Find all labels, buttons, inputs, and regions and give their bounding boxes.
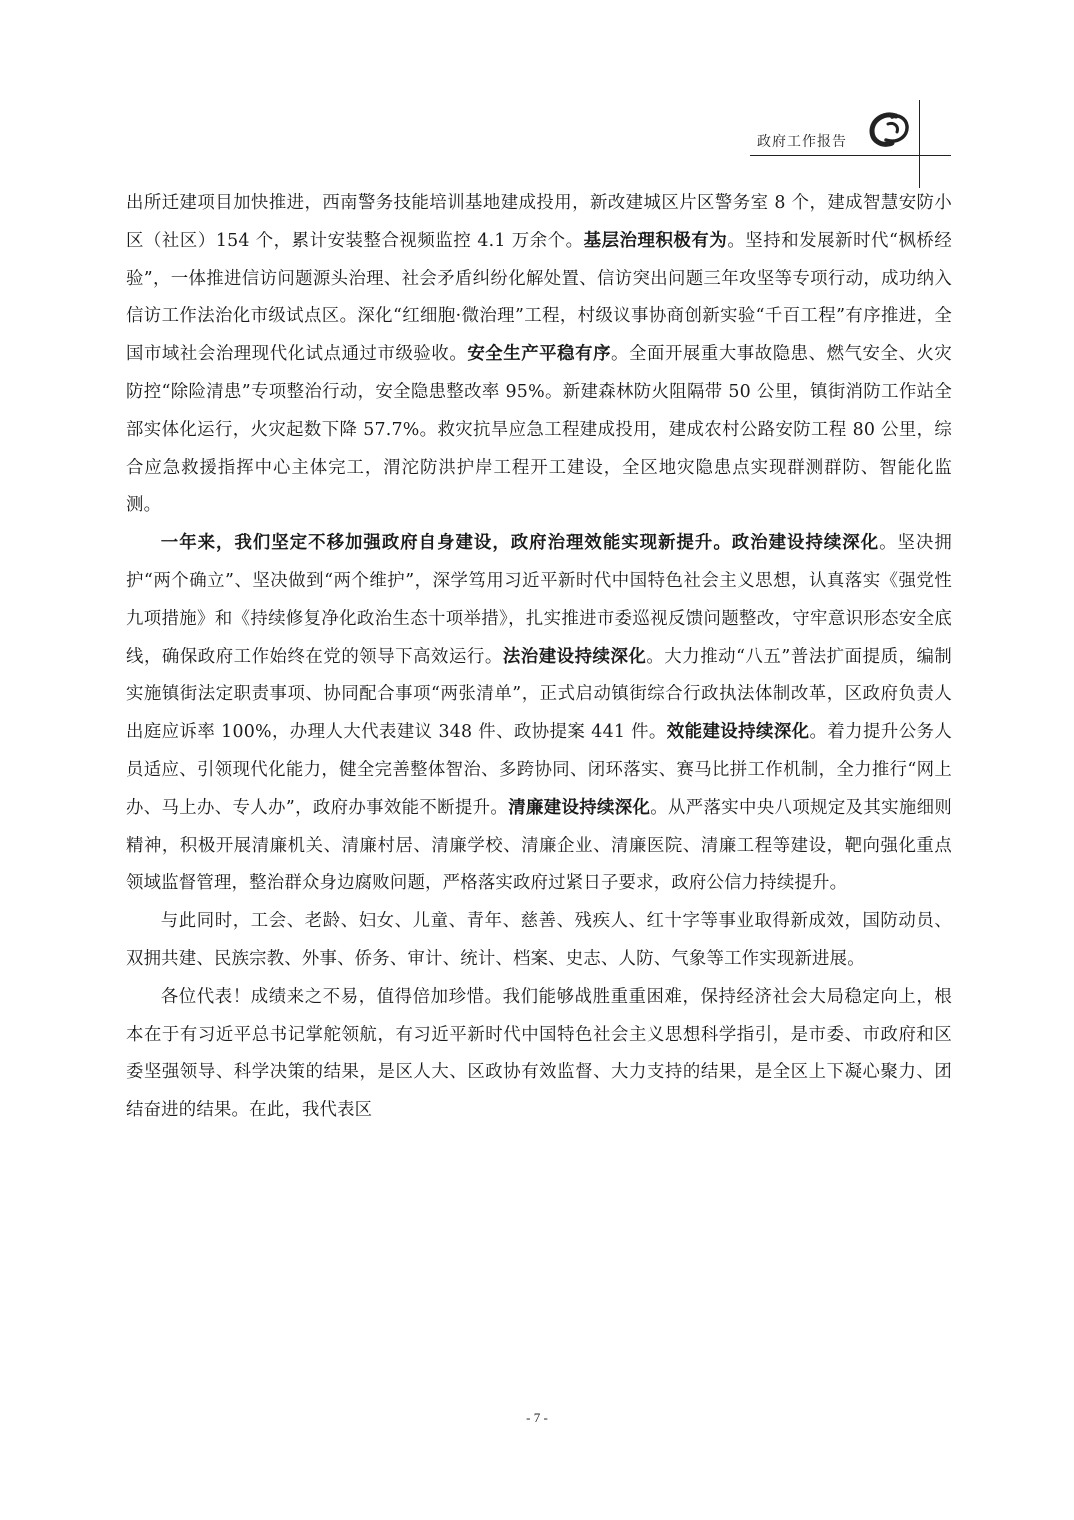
bold-heading-run: 安全生产平稳有序 (467, 344, 612, 365)
body-paragraph (126, 979, 952, 1130)
body-paragraph (126, 903, 952, 979)
text-run: 与此同时，工会、老龄、妇女、儿童、青年、慈善、残疾人、红十字等事业取得新成效，国防动员、双拥共建、民族宗教、外事、侨务、审计、统计、档案、史志、人防、气象等工作实现新进展。 (126, 911, 952, 969)
header-vertical-rule (919, 100, 920, 188)
text-run: 出所迁建项目加快推进，西南警务技能培训基地建成投用，新改建城区片区警务室 8 个，建成智慧安防小区（社区）154 个，累计安装整合视频监控 4.1 万余个。 (126, 193, 952, 251)
text-run: 。着力提升公务人员适应、引领现代化能力，健全完善整体智治、多跨协同、闭环落实、赛马比拼工作机制，全力推行“网上办、马上办、专人办”，政府办事效能不断提升。 (126, 722, 952, 818)
page-header (0, 0, 1074, 200)
text-run: 各位代表！成绩来之不易，值得倍加珍惜。我们能够战胜重重困难，保持经济社会大局稳定向上，根本在于有习近平总书记掌舵领航，有习近平新时代中国特色社会主义思想科学指引，是市委、市政府和区委坚强领导、科学决策的结果，是区人大、区政协有效监督、大力支持的结果，是全区上下凝心聚力、团结奋进的结果。在此，我代表区 (126, 986, 952, 1121)
bold-heading-run: 政治建设持续深化 (731, 533, 880, 554)
bold-heading-run: 法治建设持续深化 (502, 646, 647, 667)
text-run: 。坚持和发展新时代“枫桥经验”，一体推进信访问题源头治理、社会矛盾纠纷化解处置、信访突出问题三年攻坚等专项行动，成功纳入信访工作法治化市级试点区。深化“红细胞·微治理”工程，村级议事协商创新实验“千百工程”有序推进，全国市域社会治理现代化试点通过市级验收。 (126, 230, 952, 365)
bold-heading-run: 效能建设持续深化 (666, 722, 810, 743)
bold-heading-run: 基层治理积极有为 (583, 230, 728, 251)
report-body (126, 185, 952, 1130)
body-paragraph (126, 185, 952, 525)
text-run: 。全面开展重大事故隐患、燃气安全、火灾防控“除险清患”专项整治行动，安全隐患整改率 95%。新建森林防火阻隔带 50 公里，镇街消防工作站全部实体化运行，火灾起数下降 57.7%。救灾抗旱应急工程建成投用，建成农村公路安防工程 80 公里，综合应急救援指挥中心主体完工，渭沱防洪护岸工程开工建设，全区地灾隐患点实现群测群防、智能化监测。 (126, 344, 952, 516)
header-rule (750, 155, 951, 156)
text-run: 。从严落实中央八项规定及其实施细则精神，积极开展清廉机关、清廉村居、清廉学校、清廉企业、清廉医院、清廉工程等建设，靶向强化重点领域监督管理，整治群众身边腐败问题，严格落实政府过紧日子要求，政府公信力持续提升。 (126, 797, 952, 894)
bold-heading-run: 一年来，我们坚定不移加强政府自身建设，政府治理效能实现新提升。 (160, 533, 732, 554)
text-run: 。大力推动“八五”普法扩面提质，编制实施镇街法定职责事项、协同配合事项“两张清单”，正式启动镇街综合行政执法体制改革，区政府负责人出庭应诉率 100%，办理人大代表建议 348 件、政协提案 441 件。 (126, 646, 952, 743)
page-number: - 7 - (526, 1410, 548, 1425)
government-report-logo-icon (866, 110, 912, 150)
text-run: 。坚决拥护“两个确立”、坚决做到“两个维护”，深学笃用习近平新时代中国特色社会主义思想，认真落实《强党性九项措施》和《持续修复净化政治生态十项举措》，扎实推进市委巡视反馈问题整改，守牢意识形态安全底线，确保政府工作始终在党的领导下高效运行。 (126, 533, 952, 667)
header-title: 政府工作报告 (757, 134, 847, 150)
bold-heading-run: 清廉建设持续深化 (508, 797, 651, 818)
body-paragraph (126, 525, 952, 903)
